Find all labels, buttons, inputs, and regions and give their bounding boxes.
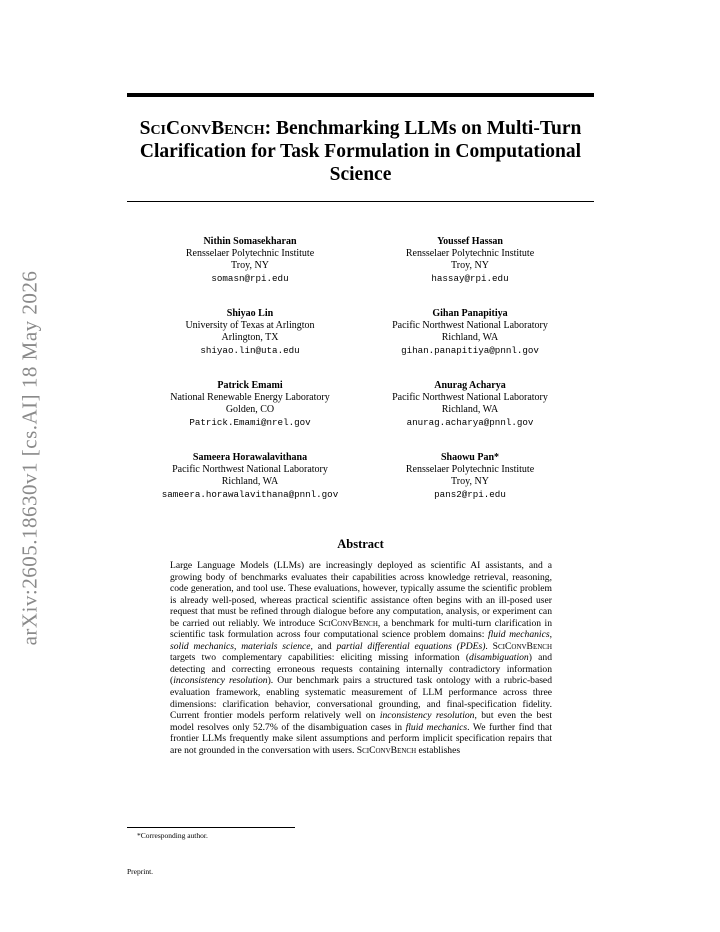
author-email[interactable]: gihan.panapitiya@pnnl.gov <box>401 344 539 356</box>
author-block <box>350 236 590 285</box>
preprint-label: Preprint. <box>127 867 154 876</box>
author-email[interactable]: sameera.horawalavithana@pnnl.gov <box>161 488 339 500</box>
author-location: Golden, CO <box>225 404 275 416</box>
author-location: Richland, WA <box>441 404 499 416</box>
author-name: Sameera Horawalavithana <box>192 452 308 463</box>
author-name: Shiyao Lin <box>226 308 274 319</box>
author-affiliation: University of Texas at Arlington <box>185 320 315 332</box>
author-block <box>130 236 370 285</box>
author-affiliation: National Renewable Energy Laboratory <box>170 392 330 404</box>
author-block <box>350 452 590 501</box>
footnote: *Corresponding author. <box>137 831 208 840</box>
author-name: Anurag Acharya <box>434 380 506 391</box>
abstract-paragraph: Large Language Models (LLMs) are increasingly deployed as scientific AI assistants, and a growing body of benchmarks evaluates their capabilities across knowledge retrieval, reasoning, code generation, and tool use. These evaluations, however, typically assume the scientific problem is already well-posed, whereas practical scientific assistance often begins with an ill-posed user request that must be refined through dialogue before any computation, analysis, or experiment can be carried out reliably. We introduce SciConvBench, a benchmark for multi-turn clarification in scientific task formulation across four computational science problem domains: fluid mechanics, solid mechanics, materials science, and partial differential equations (PDEs). SciConvBench targets two complementary capabilities: eliciting missing information (disambiguation) and detecting and correcting erroneous requests containing internally contradictory information (inconsistency resolution). Our benchmark pairs a structured task ontology with a rubric-based evaluation framework, enabling systematic measurement of LLM performance across three dimensions: clarification behavior, conversational grounding, and final-specification fidelity. Current frontier models perform relatively well on inconsistency resolution, but even the best model resolves only 52.7% of the disambiguation cases in fluid mechanics. We further find that frontier LLMs frequently make silent assumptions and perform implicit specification repairs that are not grounded in the conversation with users. SciConvBench establishes <box>170 560 553 756</box>
title-top-rule <box>127 93 594 97</box>
footnote-rule <box>127 827 295 828</box>
author-block <box>130 452 370 501</box>
author-affiliation: Rensselaer Polytechnic Institute <box>405 464 535 476</box>
author-location: Richland, WA <box>221 476 279 488</box>
author-block <box>130 380 370 429</box>
author-block <box>350 380 590 429</box>
author-affiliation: Pacific Northwest National Laboratory <box>392 320 548 332</box>
author-name: Youssef Hassan <box>437 236 503 247</box>
author-name: Patrick Emami <box>217 380 283 391</box>
author-name: Shaowu Pan* <box>440 452 500 463</box>
author-email[interactable]: hassay@rpi.edu <box>431 272 509 284</box>
author-email[interactable]: shiyao.lin@uta.edu <box>200 344 300 356</box>
author-affiliation: Pacific Northwest National Laboratory <box>392 392 548 404</box>
author-location: Troy, NY <box>451 476 489 488</box>
author-email[interactable]: Patrick.Emami@nrel.gov <box>189 416 311 428</box>
author-email[interactable]: pans2@rpi.edu <box>434 488 506 500</box>
author-location: Troy, NY <box>231 260 269 272</box>
author-affiliation: Rensselaer Polytechnic Institute <box>185 248 315 260</box>
author-name: Nithin Somasekharan <box>203 236 297 247</box>
author-block <box>350 308 590 357</box>
author-location: Troy, NY <box>451 260 489 272</box>
author-email[interactable]: anurag.acharya@pnnl.gov <box>406 416 534 428</box>
title-bottom-rule <box>127 201 594 202</box>
author-email[interactable]: somasn@rpi.edu <box>211 272 289 284</box>
abstract-body <box>170 560 552 756</box>
author-affiliation: Rensselaer Polytechnic Institute <box>405 248 535 260</box>
author-location: Richland, WA <box>441 332 499 344</box>
author-name: Gihan Panapitiya <box>432 308 508 319</box>
paper-title: SciConvBench: Benchmarking LLMs on Multi-Turn Clarification for Task Formulation in Computational Science <box>139 118 582 185</box>
author-affiliation: Pacific Northwest National Laboratory <box>172 464 328 476</box>
author-location: Arlington, TX <box>221 332 279 344</box>
abstract-heading: Abstract <box>337 537 384 551</box>
author-block <box>130 308 370 357</box>
